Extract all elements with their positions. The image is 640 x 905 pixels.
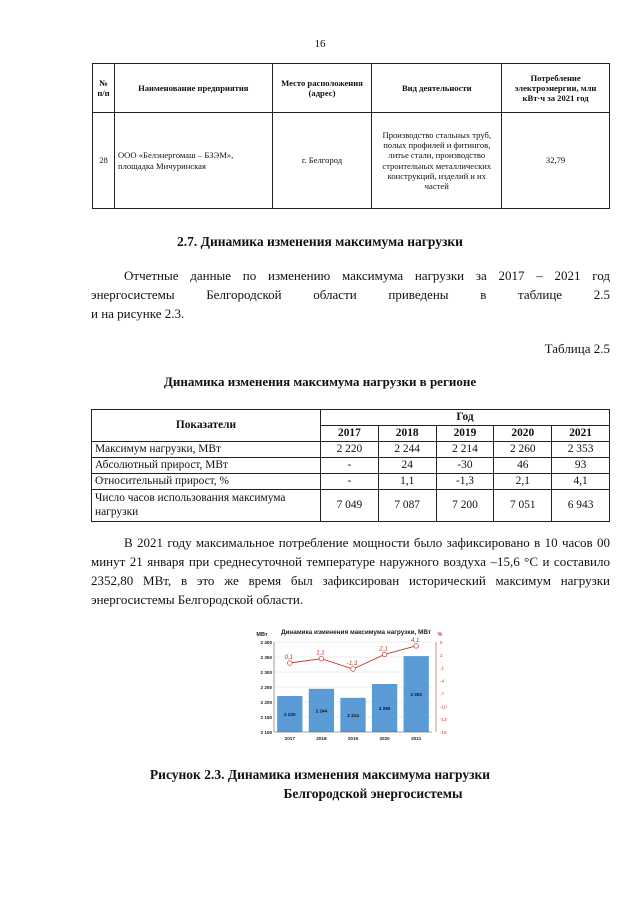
table-title: Динамика изменения максимума нагрузки в регионе [163,374,477,389]
table-row [92,458,610,474]
cell-value: 1,1 [378,474,436,490]
load-chart [252,626,462,748]
enterprise-table [92,63,610,209]
y-tick-label: 2 250 [260,685,272,690]
y2-tick-label: -16 [440,730,447,735]
row-place: г. Белгород [272,113,372,209]
col-consumption: Потребление электроэнергии, млн кВт·ч за 2021 год [502,64,610,113]
row-num: 28 [93,113,115,209]
col-name: Наименование предприятия [114,64,272,113]
cell-value: -30 [436,458,494,474]
y-tick-label: 2 200 [260,700,272,705]
bar-value-label: 2 260 [378,706,391,711]
cell-value: 2 244 [378,442,436,458]
table-row [92,442,610,458]
row-label: Относительный прирост, % [92,474,321,490]
cell-value: 2 260 [494,442,552,458]
chart-title: Динамика изменения максимума нагрузки, МВт [280,629,432,636]
paragraph-intro-end: и на рисунке 2.3. [91,306,185,321]
y2-tick-label: 5 [440,640,443,645]
x-tick-label: 2017 [284,736,295,741]
row-name: ООО «Белэнергомаш – БЗЭМ», площадка Мичуринская [114,113,272,209]
cell-value: 93 [552,458,610,474]
growth-point [288,661,293,666]
cell-value: 7 200 [436,490,494,522]
y2-tick-label: -7 [440,691,445,697]
cell-value: 7 051 [494,490,552,522]
growth-value-label: 0,1 [284,655,293,661]
chart-y-label: МВт [256,632,268,638]
row-label: Число часов использования максимума нагрузки [92,490,321,522]
section-title: 2.7. Динамика изменения максимума нагрузки [177,234,463,249]
year-header: 2018 [378,426,436,442]
y-tick-label: 2 150 [260,715,272,720]
growth-point [414,644,419,649]
cell-value: 6 943 [552,490,610,522]
x-tick-label: 2019 [347,736,359,741]
cell-value: - [321,458,379,474]
cell-value: -1,3 [436,474,494,490]
cell-value: 46 [494,458,552,474]
col-indicator: Показатели [92,410,321,442]
table-number: Таблица 2.5 [544,341,610,356]
growth-value-label: 4,1 [411,637,420,644]
paragraph-intro: Отчетные данные по изменению максимума нагрузки за 2017 – 2021 год энергосистемы Белгородской области приведены в таблице 2.5 [91,268,610,302]
year-header: 2019 [436,426,494,442]
growth-value-label: 1,1 [316,650,325,657]
row-label: Максимум нагрузки, МВт [92,442,321,458]
year-header: 2020 [494,426,552,442]
growth-value-label: -1,3 [346,661,358,667]
y-tick-label: 2 300 [260,670,272,675]
figure-caption [0,765,640,803]
growth-point [382,652,387,657]
page-number: 16 [314,38,326,50]
table-row [92,490,610,522]
cell-value: 2 220 [321,442,379,458]
cell-value: - [321,474,379,490]
col-year: Год [321,410,610,426]
table-row [92,474,610,490]
y2-tick-label: 2 [440,652,443,658]
caption-line-2: Белгородской энергосистемы [283,786,463,801]
cell-value: 7 049 [321,490,379,522]
x-tick-label: 2020 [379,736,390,741]
y2-tick-label: -10 [440,704,447,710]
chart-y2-label: % [437,632,443,638]
col-num: № п/п [93,64,115,113]
table-row [93,113,610,209]
growth-point [319,656,324,661]
y2-tick-label: -1 [440,665,445,671]
bar-value-label: 2 353 [410,692,422,698]
growth-value-label: 2,1 [379,646,388,653]
load-table [91,409,610,522]
bar-value-label: 2 220 [284,712,296,717]
cell-value: 2 214 [436,442,494,458]
caption-line-1: Рисунок 2.3. Динамика изменения максимума нагрузки [149,767,491,782]
bar-value-label: 2 244 [315,708,328,714]
paragraph-max-load: В 2021 году максимальное потребление мощности было зафиксировано в 10 часов 00 минут 21 января при среднесуточной температуре наружного воздуха –15,6 °С и составило 2352,80 МВт, в это же время был зафиксирован исторический максимум нагрузки энергосистемы Белгородской области. [91,535,610,607]
col-place: Место расположения (адрес) [272,64,372,113]
year-header: 2021 [552,426,610,442]
growth-point [351,667,356,672]
x-tick-label: 2018 [316,736,327,741]
cell-value: 2,1 [494,474,552,490]
y-tick-label: 2 100 [260,730,272,735]
row-activity: Производство стальных труб, полых профилей и фитингов, литье стали, производство строительных металлических конструкций, изделий и их частей [372,113,502,209]
cell-value: 2 353 [552,442,610,458]
x-tick-label: 2021 [411,736,422,741]
cell-value: 4,1 [552,474,610,490]
cell-value: 24 [378,458,436,474]
row-label: Абсолютный прирост, МВт [92,458,321,474]
year-header: 2017 [321,426,379,442]
row-consumption: 32,79 [502,113,610,209]
col-activity: Вид деятельности [372,64,502,113]
y-tick-label: 2 350 [260,655,272,660]
y-tick-label: 2 400 [260,640,272,645]
y2-tick-label: -13 [440,717,447,723]
y2-tick-label: -4 [440,678,445,684]
bar-value-label: 2 214 [347,712,359,718]
cell-value: 7 087 [378,490,436,522]
